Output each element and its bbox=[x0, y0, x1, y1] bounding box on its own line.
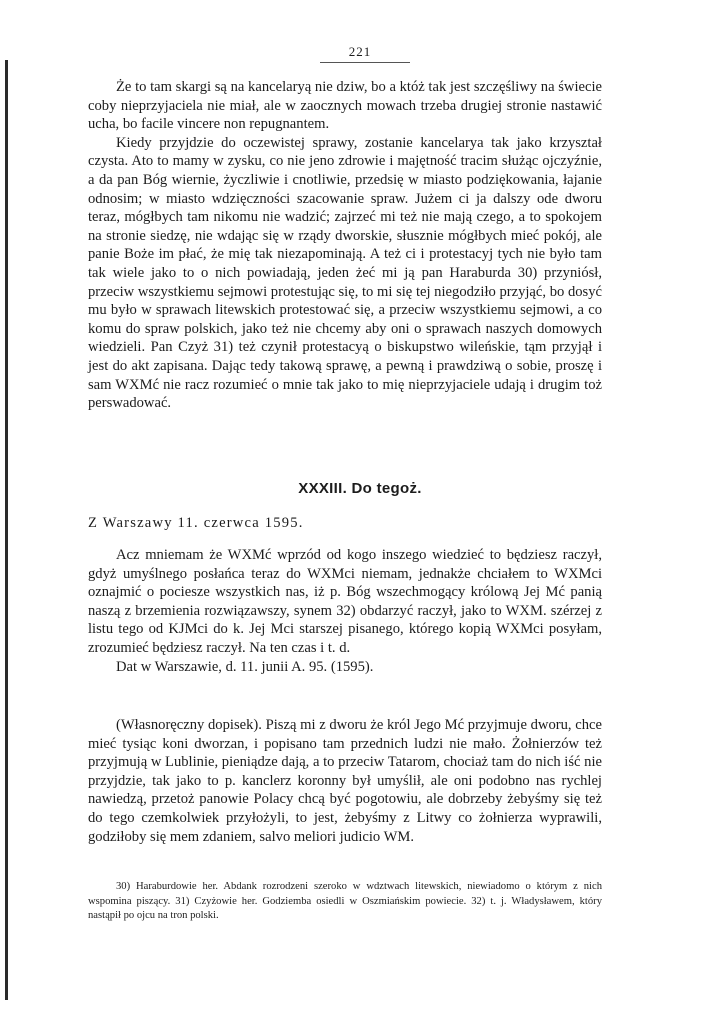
letter-2-body bbox=[88, 546, 602, 676]
page-number: 221 bbox=[348, 44, 372, 59]
letter-2-paragraph: Acz mniemam że WXMć wprzód od kogo inszego wiedzieć to będziesz raczył, gdyż umyślnego posłańca teraz do WXMci niemam, jednakże chciałem to WXMci oznajmić o pociesze wszystkich nas, iż p. Bóg wszechmogący królową Jej Mć panią naszą z brzemienia rozwiązawszy, synem 32) obdarzyć raczył, jako to WXM. szérzej z listu tego od KJMci do k. Jej Mci starszej pisanego, którego kopią WXMci posyłam, zrozumieć będziesz raczył. Na ten czas i t. d. bbox=[88, 547, 602, 656]
letter-1-paragraph-2: Kiedy przyjdzie do oczewistej sprawy, zostanie kancelarya tak jako krzyształ czysta. Ato to mamy w zysku, co nie jeno zdrowie i majętność tracim służąc ojczyźnie, a da pan Bóg wiernie, życzliwie i cnotliwie, przedsię w miasto podziękowania, łajanie odnosim; w miasto wdzięczności szacowanie spraw. Jużem ci ja dalszy ode dworu teraz, mógłbych tam nikomu nie wadzić; zajrzeć mi też nie mają czego, a to spokojem na stronie siedzę, nie wdając się w rządy dworskie, słusznie mógłbych mieć pokój, ale panie Boże im płać, że mię tak niezapominają. A też ci i protestacyj tych nie było tam tak wiele jako to o nich powiadają, jeden żeć mi ją pan Haraburda 30) przyniósł, przeciw wszystkiemu sejmowi protestując się, to mi się tej niegodziło przyjąć, bo dosyć mu było w sprawach litewskich protestować się, a przeciw wszystkiemu sejmowi, a co komu do spraw polskich, jako też nie chcemy aby oni o sprawach naszych domowych wiedzieli. Pan Czyż 31) też czynił protestacyą o biskupstwo wileńskie, tąm przyjął i jest do akt zapisana. Dając tedy takową sprawę, a pewną i prawdziwą o sobie, proszę i sam WXMć nie racz rozumieć o mnie tak jako to mię nieprzyjaciele udają i drugim toż perswadować. bbox=[88, 134, 602, 412]
page-number-rule bbox=[320, 62, 410, 63]
footnotes bbox=[88, 880, 602, 924]
letter-heading: XXXIII. Do tegoż. bbox=[298, 480, 422, 497]
letter-1-text bbox=[88, 78, 602, 413]
postscript-paragraph: (Własnoręczny dopisek). Piszą mi z dworu że król Jego Mć przyjmuje dworu, chce mieć tysiąc koni dworzan, i popisano tam przednich ludzi nie mało. Żołnierzów też przyjmują w Lublinie, pieniądze dają, a to przeciw Tatarom, chociaż tam do nich iść nie przyjdzie, tak jako to p. kanclerz koronny był umyślił, ale oni podobno nas rychlej nawiedzą, przetoż panowie Polacy chcą być pogotowiu, ale dobrzeby żebyśmy się też do tego czemkolwiek przyłożyli, to jest, żebyśmy z Litwy co żołnierza wyprawili, godziłoby się mem zdaniem, salvo meliori judicio WM. bbox=[88, 717, 602, 845]
letter-1-paragraph-1: Że to tam skargi są na kancelaryą nie dziw, bo a któż tak jest szczęśliwy na świecie coby nieprzyjaciela nie miał, ale w zaocznych mowach trzeba drugiej stronie nastawić ucha, bo facile vincere non repugnantem. bbox=[88, 79, 602, 133]
letter-dateline: Z Warszawy 11. czerwca 1595. bbox=[88, 515, 304, 531]
binding-edge-rule bbox=[5, 60, 8, 1000]
postscript-block bbox=[88, 716, 602, 846]
footnotes-text: 30) Haraburdowie her. Abdank rozrodzeni szeroko w wdztwach litewskich, niewiadomo o którym z nich wspomina piszący. 31) Czyżowie her. Godziemba osiedli w Oszmiańskim powiecie. 32) t. j. Władysławem, który nastąpił po ojcu na tron polski. bbox=[88, 881, 602, 921]
letter-2-closing: Dat w Warszawie, d. 11. junii A. 95. (1595). bbox=[116, 658, 374, 675]
